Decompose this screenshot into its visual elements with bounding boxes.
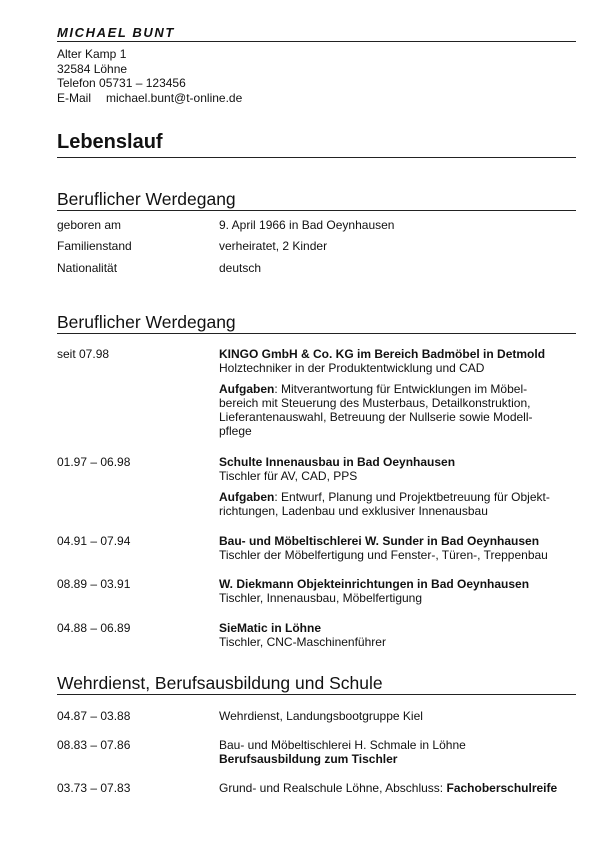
job-role: Holztechniker in der Produktentwicklung und CAD [219, 361, 485, 375]
section-divider [57, 694, 576, 695]
entry-date: 04.87 – 03.88 [57, 709, 131, 723]
tasks-line [219, 382, 579, 396]
job-role: Tischler für AV, CAD, PPS [219, 469, 358, 483]
tasks-line: bereich mit Steuerung des Musterbaus, Detailkonstruktion, [219, 396, 531, 410]
entry-details [219, 455, 579, 518]
email-label: E-Mail [57, 90, 92, 105]
section-divider [57, 210, 576, 211]
entry-qualification: Berufsausbildung zum Tischler [219, 752, 398, 766]
tasks-label: Aufgaben [219, 382, 275, 396]
entry-details [219, 534, 579, 562]
entry-date: seit 07.98 [57, 347, 110, 361]
header-divider [57, 41, 576, 42]
entry-qualification: Fachoberschulreife [446, 781, 558, 795]
title-divider [57, 157, 576, 158]
city: 32584 Löhne [57, 61, 128, 76]
email-line [57, 91, 242, 106]
entry-date: 08.83 – 07.86 [57, 738, 131, 752]
tasks-line [219, 490, 579, 504]
phone: Telefon 05731 – 123456 [57, 76, 186, 90]
tasks-line: richtungen, Ladenbau und exklusiver Innenausbau [219, 504, 488, 518]
entry-text: Grund- und Realschule Löhne, Abschluss: [219, 781, 447, 795]
tasks-label: Aufgaben [219, 490, 275, 504]
section-heading-career: Beruflicher Werdegang [57, 312, 236, 332]
entry-text-line [219, 781, 579, 795]
section-heading-education: Wehrdienst, Berufsausbildung und Schule [57, 673, 383, 693]
entry-details [219, 709, 579, 723]
personal-label: Nationalität [57, 261, 118, 275]
entry-text: Bau- und Möbeltischlerei H. Schmale in Löhne [219, 738, 466, 752]
job-role: Tischler, Innenausbau, Möbelfertigung [219, 591, 423, 605]
document-title: Lebenslauf [57, 131, 163, 153]
entry-date: 08.89 – 03.91 [57, 577, 131, 591]
entry-date: 01.97 – 06.98 [57, 455, 131, 469]
entry-date: 04.91 – 07.94 [57, 534, 131, 548]
personal-value: deutsch [219, 261, 262, 275]
tasks-text: : Entwurf, Planung und Projektbetreuung für Objekt- [274, 490, 550, 504]
section-divider [57, 333, 576, 334]
job-role: Tischler der Möbelfertigung und Fenster-, Türen-, Treppenbau [219, 548, 548, 562]
entry-details [219, 577, 579, 605]
entry-details [219, 781, 579, 795]
company-name: KINGO GmbH & Co. KG im Bereich Badmöbel in Detmold [219, 347, 546, 361]
email-address: michael.bunt@t-online.de [106, 90, 243, 105]
job-role: Tischler, CNC-Maschinenführer [219, 635, 386, 649]
section-heading-personal: Beruflicher Werdegang [57, 189, 236, 209]
company-name: Bau- und Möbeltischlerei W. Sunder in Bad Oeynhausen [219, 534, 540, 548]
tasks-text: : Mitverantwortung für Entwicklungen im Möbel- [274, 382, 528, 396]
spacer [219, 483, 579, 490]
contact-block [57, 47, 242, 105]
personal-label: Familienstand [57, 239, 132, 253]
tasks-line: Lieferantenauswahl, Betreuung der Nullserie sowie Modell- [219, 410, 533, 424]
entry-date: 03.73 – 07.83 [57, 781, 131, 795]
entry-details [219, 347, 579, 438]
company-name: Schulte Innenausbau in Bad Oeynhausen [219, 455, 456, 469]
spacer [219, 375, 579, 382]
street: Alter Kamp 1 [57, 47, 127, 61]
entry-date: 04.88 – 06.89 [57, 621, 131, 635]
entry-text: Wehrdienst, Landungsbootgruppe Kiel [219, 709, 423, 723]
applicant-name: MICHAEL BUNT [57, 25, 175, 40]
entry-details [219, 621, 579, 649]
company-name: SieMatic in Löhne [219, 621, 322, 635]
company-name: W. Diekmann Objekteinrichtungen in Bad Oeynhausen [219, 577, 530, 591]
personal-value: 9. April 1966 in Bad Oeynhausen [219, 218, 395, 232]
entry-details [219, 738, 579, 766]
tasks-line: pflege [219, 424, 252, 438]
personal-value: verheiratet, 2 Kinder [219, 239, 328, 253]
personal-label: geboren am [57, 218, 122, 232]
